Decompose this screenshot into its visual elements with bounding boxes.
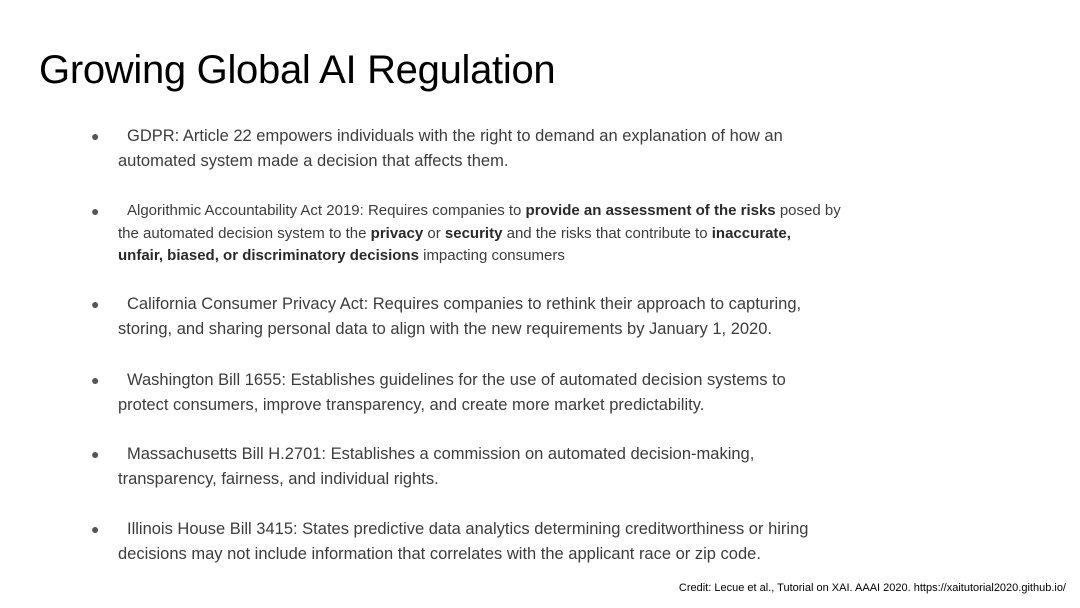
bullet-california-consumer-privacy-act [91,292,802,342]
bold-text: inaccurate, [711,224,791,242]
text: or [423,224,445,242]
bullet-line: GDPR: Article 22 empowers individuals with the right to demand an explanation of how an [127,127,783,145]
bullet-line: automated system made a decision that affects them. [118,152,509,170]
bullet-line: Washington Bill 1655: Establishes guidelines for the use of automated decision systems to [127,371,786,389]
text: impacting consumers [418,247,565,264]
bullet-dot: ● [91,203,100,219]
bold-text: privacy [370,224,424,242]
bold-text: security [444,224,503,242]
bullet-dot: ● [91,372,100,388]
bullet-washington-bill [91,368,786,418]
bold-text: provide an assessment of the risks [525,202,776,219]
text: Algorithmic Accountability Act 2019: Requires companies to [127,202,526,219]
bold-text: unfair, biased, or discriminatory decisions [118,247,419,264]
bullet-line [118,200,841,223]
text: and the risks that contribute to [502,224,712,242]
text: the automated decision system to the [118,224,371,242]
bullet-line: California Consumer Privacy Act: Requires companies to rethink their approach to capturing, [127,295,802,313]
bullet-algorithmic-accountability-act [91,200,841,268]
bullet-line: Massachusetts Bill H.2701: Establishes a commission on automated decision-making, [127,445,755,463]
bullet-line: Illinois House Bill 3415: States predictive data analytics determining creditworthiness or hiring [127,520,809,538]
bullet-line: protect consumers, improve transparency, and create more market predictability. [118,396,705,414]
bullet-massachusetts-bill [91,442,755,492]
text: posed by [775,202,841,219]
slide-title: Growing Global AI Regulation [39,47,556,92]
bullet-dot: ● [91,446,100,462]
bullet-line [118,245,841,268]
bullet-line: storing, and sharing personal data to align with the new requirements by January 1, 2020. [118,320,772,338]
bullet-line: transparency, fairness, and individual rights. [118,470,439,488]
bullet-dot: ● [91,128,100,144]
bullet-line: decisions may not include information that correlates with the applicant race or zip code. [118,545,761,563]
bullet-gdpr [91,124,783,174]
bullet-dot: ● [91,296,100,312]
bullet-dot: ● [91,521,100,537]
bullet-illinois-house-bill [91,517,809,567]
bullet-line [118,223,841,246]
credit-text: Credit: Lecue et al., Tutorial on XAI. AAAI 2020. https://xaitutorial2020.github.io/ [678,582,1066,594]
